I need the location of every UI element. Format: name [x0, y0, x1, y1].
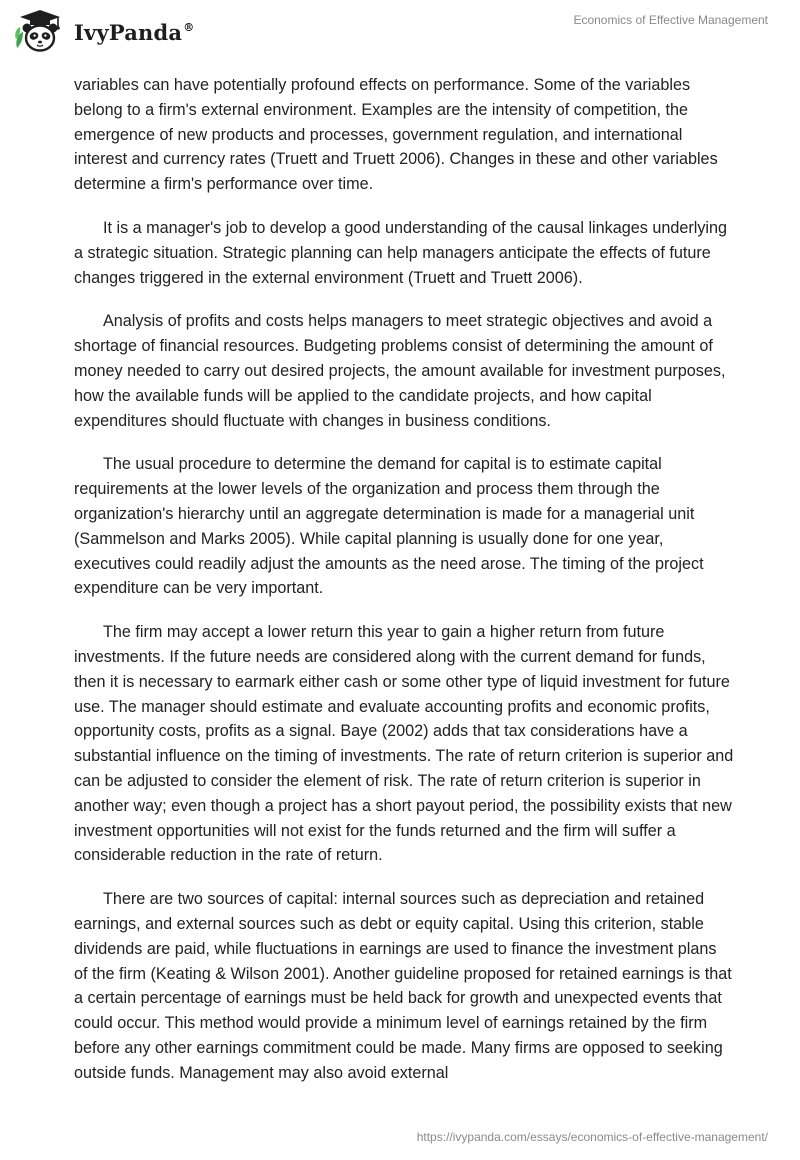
- registered-mark: ®: [183, 20, 195, 34]
- paragraph: There are two sources of capital: internal sources such as depreciation and retained earnings, and external sources such as debt or equity capital. Using this criterion, stable dividends are paid, while fluctuations in earnings are used to finance the investment plans of the firm (Keating & Wilson 2001). Another guideline proposed for retained earnings is that a certain percentage of earnings must be held back for growth and unexpected events that could occur. This method would provide a minimum level of earnings retained by the firm before any other earnings commitment could be made. Many firms are opposed to seeking outside funds. Management may also avoid external: [74, 890, 732, 1082]
- brand-name: IvyPanda®: [74, 19, 195, 45]
- essay-body: [74, 73, 734, 1104]
- document-title: Economics of Effective Management: [573, 13, 768, 27]
- paragraph: It is a manager's job to develop a good understanding of the causal linkages underlying a strategic situation. Strategic planning can help managers anticipate the effects of future changes triggered in the external environment (Truett and Truett 2006).: [74, 218, 728, 287]
- paragraph: The usual procedure to determine the demand for capital is to estimate capital requirements at the lower levels of the organization and process them through the organization's hierarchy until an aggregate determination is made for a managerial unit (Sammelson and Marks 2005). While capital planning is usually done for one year, executives could readily adjust the amounts as the need arose. The timing of the project expenditure can be very important.: [74, 455, 704, 598]
- panda-graduate-logo-icon: [14, 8, 66, 54]
- paragraph: The firm may accept a lower return this year to gain a higher return from future investments. If the future needs are considered along with the current demand for funds, then it is necessary to earmark either cash or some other type of liquid investment for future use. The manager should estimate and evaluate accounting profits and economic profits, opportunity costs, profits as a signal. Baye (2002) adds that tax considerations have a substantial influence on the timing of investments. The rate of return criterion is superior and can be adjusted to consider the element of risk. The rate of return criterion is superior in another way; even though a project has a short payout period, the possibility exists that new investment opportunities will not exist for the funds returned and the firm will suffer a considerable reduction in the rate of return.: [74, 623, 734, 865]
- paragraph: Analysis of profits and costs helps managers to meet strategic objectives and avoid a shortage of financial resources. Budgeting problems consist of determining the amount of money needed to carry out desired projects, the amount available for investment purposes, how the available funds will be applied to the candidate projects, and how capital expenditures should fluctuate with changes in business conditions.: [74, 312, 726, 430]
- source-url-link[interactable]: https://ivypanda.com/essays/economics-of-effective-management/: [416, 1130, 768, 1144]
- paragraph: variables can have potentially profound effects on performance. Some of the variables belong to a firm's external environment. Examples are the intensity of competition, the emergence of new products and processes, government regulation, and international interest and currency rates (Truett and Truett 2006). Changes in these and other variables determine a firm's performance over time.: [74, 76, 718, 194]
- page-header: [0, 0, 800, 60]
- brand-logo[interactable]: [14, 8, 194, 54]
